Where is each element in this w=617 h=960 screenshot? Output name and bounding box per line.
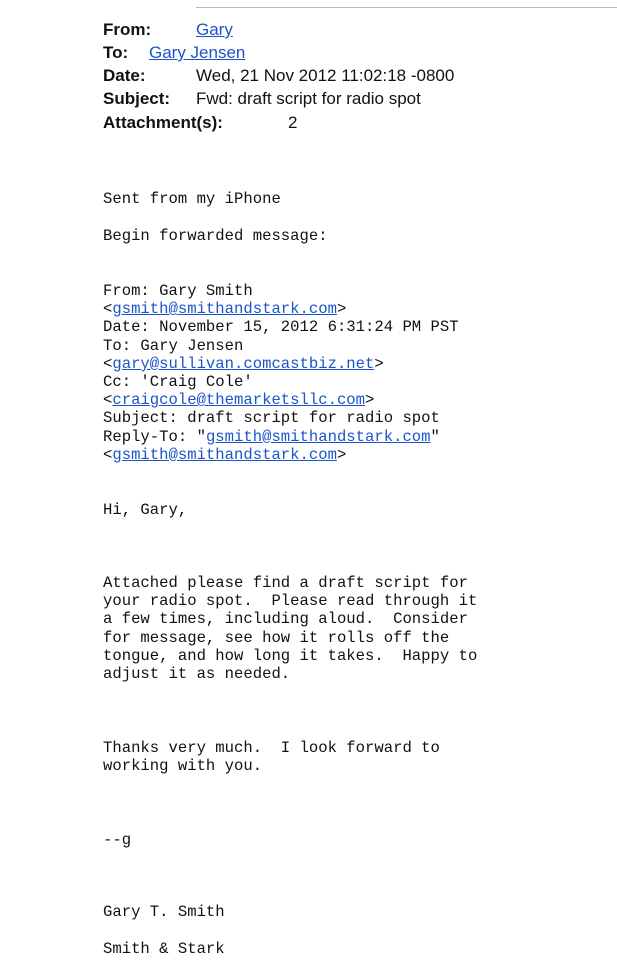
fwd-reply-to-email-link[interactable]: gsmith@smithandstark.com bbox=[205, 427, 431, 446]
signature-company: Smith & Stark bbox=[103, 940, 225, 958]
message-paragraph-2: Thanks very much. I look forward to working with you. bbox=[103, 739, 440, 776]
header-subject-value: Fwd: draft script for radio spot bbox=[196, 89, 421, 108]
begin-forwarded-line: Begin forwarded message: bbox=[103, 227, 328, 245]
signoff: --g bbox=[103, 831, 132, 849]
header-to-label: To: bbox=[103, 43, 129, 62]
greeting: Hi, Gary, bbox=[103, 501, 188, 519]
signature-name: Gary T. Smith bbox=[103, 903, 225, 921]
forwarded-headers: From: Gary Smith <gsmith@smithandstark.com> Date: November 15, 2012 6:31:24 PM PST To: Gary Jensen <gary@sullivan.comcastbiz.net> Cc: 'Craig Cole' <craigcole@themarketsllc.com> Subject: draft script for radio spot Reply-To: "gsmith@smithandstark.com" <gsmith@smithandstark.com> bbox=[103, 282, 459, 464]
header-from-link[interactable]: Gary bbox=[196, 20, 233, 39]
header-date-label: Date: bbox=[103, 66, 146, 85]
fwd-reply-to-suffix: " bbox=[430, 427, 440, 446]
fwd-subject-line: Subject: draft script for radio spot bbox=[103, 409, 440, 428]
header-from-label: From: bbox=[103, 20, 152, 39]
fwd-cc-line: Cc: 'Craig Cole' bbox=[103, 373, 253, 392]
header-attachments-label: Attachment(s): bbox=[103, 113, 223, 132]
fwd-reply-to-email-link-2[interactable]: gsmith@smithandstark.com bbox=[112, 445, 337, 464]
fwd-from-line: From: Gary Smith bbox=[103, 282, 253, 300]
top-divider bbox=[196, 7, 617, 8]
header-subject-label: Subject: bbox=[103, 89, 171, 108]
header-date-value: Wed, 21 Nov 2012 11:02:18 -0800 bbox=[196, 66, 455, 85]
header-to-link[interactable]: Gary Jensen bbox=[149, 43, 246, 62]
fwd-to-email-link[interactable]: gary@sullivan.comcastbiz.net bbox=[112, 354, 375, 373]
sent-from-line: Sent from my iPhone bbox=[103, 190, 281, 208]
message-paragraph-1: Attached please find a draft script for your radio spot. Please read through it a few times, including aloud. Consider for message, see how it rolls off the tongue, and how long it takes. Happy to adjust it as needed. bbox=[103, 574, 478, 684]
fwd-cc-email-link[interactable]: craigcole@themarketsllc.com bbox=[112, 391, 366, 410]
fwd-reply-to-prefix: Reply-To: " bbox=[103, 427, 206, 446]
fwd-to-line: To: Gary Jensen bbox=[103, 336, 244, 355]
fwd-date-line: Date: November 15, 2012 6:31:24 PM PST bbox=[103, 318, 459, 337]
fwd-from-email-link[interactable]: gsmith@smithandstark.com bbox=[112, 300, 337, 319]
header-attachments-value[interactable]: 2 bbox=[288, 113, 298, 132]
